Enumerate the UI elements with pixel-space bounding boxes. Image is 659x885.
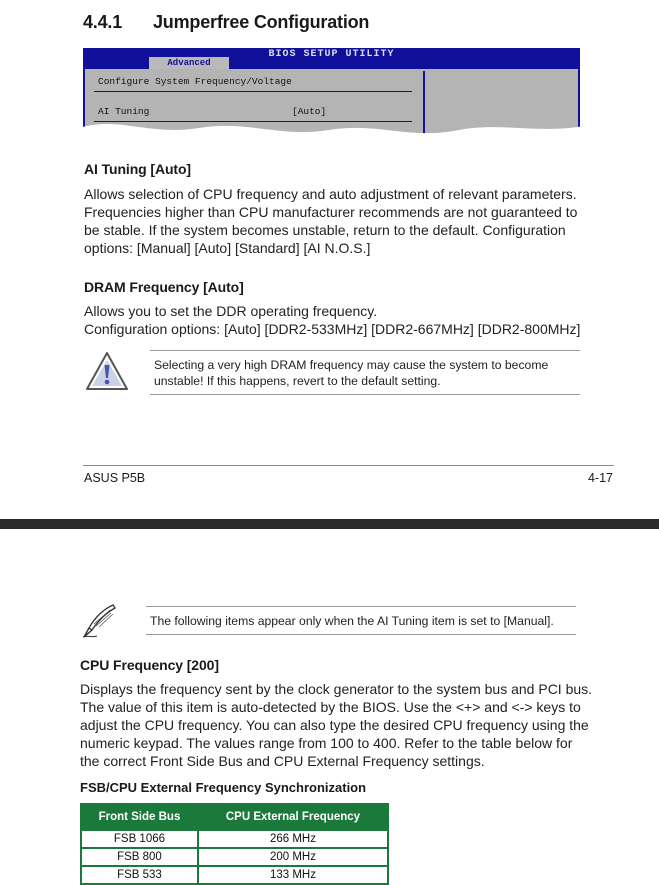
footer-page-number: 4-17 bbox=[587, 471, 613, 485]
table-cell: FSB 800 bbox=[81, 848, 198, 866]
table-cell: 266 MHz bbox=[198, 830, 388, 848]
bios-tab-advanced: Advanced bbox=[149, 57, 229, 69]
text-line: unstable! If this happens, revert to the default setting. bbox=[154, 374, 441, 388]
bios-panel-title: Configure System Frequency/Voltage bbox=[98, 76, 292, 87]
text-line: Selecting a very high DRAM frequency may cause the system to become bbox=[154, 358, 549, 372]
text-line: Configuration options: [Auto] [DDR2-533MHz] [DDR2-667MHz] [DDR2-800MHz] bbox=[84, 321, 581, 337]
text-line: The value of this item is auto-detected by the BIOS. Use the <+> and <-> keys to bbox=[80, 699, 581, 715]
text-line: adjust the CPU frequency. You can also type the desired CPU frequency using the bbox=[80, 717, 589, 733]
text-line: be stable. If the system becomes unstable, return to the default. Configuration bbox=[84, 222, 566, 238]
torn-edge bbox=[79, 118, 584, 142]
dram-frequency-description bbox=[84, 302, 580, 338]
text-line: numeric keypad. The values range from 100 to 400. Refer to the table below for bbox=[80, 735, 573, 751]
table-header-row bbox=[81, 804, 388, 830]
text-line: the correct Front Side Bus and CPU External Frequency settings. bbox=[80, 753, 485, 769]
page-separator bbox=[0, 519, 659, 529]
footer-product: ASUS P5B bbox=[84, 471, 146, 485]
table-cell: 133 MHz bbox=[198, 866, 388, 884]
footer-rule bbox=[83, 465, 614, 466]
section-title bbox=[83, 12, 369, 33]
section-heading: Jumperfree Configuration bbox=[153, 12, 370, 32]
text-line: options: [Manual] [Auto] [Standard] [AI N.O.S.] bbox=[84, 240, 371, 256]
fsb-table bbox=[80, 803, 389, 885]
cpu-frequency-description bbox=[80, 680, 592, 770]
bios-item-label: AI Tuning bbox=[98, 106, 150, 117]
table-row bbox=[81, 866, 388, 884]
bios-rule bbox=[94, 91, 412, 92]
table-cell: FSB 533 bbox=[81, 866, 198, 884]
section-number: 4.4.1 bbox=[83, 12, 123, 32]
dram-frequency-heading: DRAM Frequency [Auto] bbox=[84, 279, 244, 295]
text-line: Allows you to set the DDR operating frequency. bbox=[84, 303, 378, 319]
note-text: The following items appear only when the AI Tuning item is set to [Manual]. bbox=[150, 614, 554, 628]
text-line: Frequencies higher than CPU manufacturer recommends are not guaranteed to bbox=[84, 204, 578, 220]
fsb-table-heading: FSB/CPU External Frequency Synchronization bbox=[80, 780, 367, 795]
table-cell: 200 MHz bbox=[198, 848, 388, 866]
cpu-frequency-heading: CPU Frequency [200] bbox=[80, 657, 219, 673]
note-callout bbox=[146, 606, 576, 635]
table-row bbox=[81, 830, 388, 848]
bios-header-title: BIOS SETUP UTILITY bbox=[268, 49, 395, 60]
table-row bbox=[81, 848, 388, 866]
column-header: Front Side Bus bbox=[81, 804, 198, 830]
text-line: Displays the frequency sent by the clock generator to the system bus and PCI bus. bbox=[80, 681, 593, 697]
warning-callout bbox=[150, 350, 580, 395]
ai-tuning-heading: AI Tuning [Auto] bbox=[84, 161, 191, 177]
column-header: CPU External Frequency bbox=[198, 804, 388, 830]
bios-item-value: [Auto] bbox=[292, 106, 327, 117]
text-line: Allows selection of CPU frequency and auto adjustment of relevant parameters. bbox=[84, 186, 577, 202]
table-cell: FSB 1066 bbox=[81, 830, 198, 848]
ai-tuning-description bbox=[84, 185, 577, 257]
warning-icon bbox=[84, 350, 130, 392]
note-pen-icon bbox=[80, 603, 118, 639]
